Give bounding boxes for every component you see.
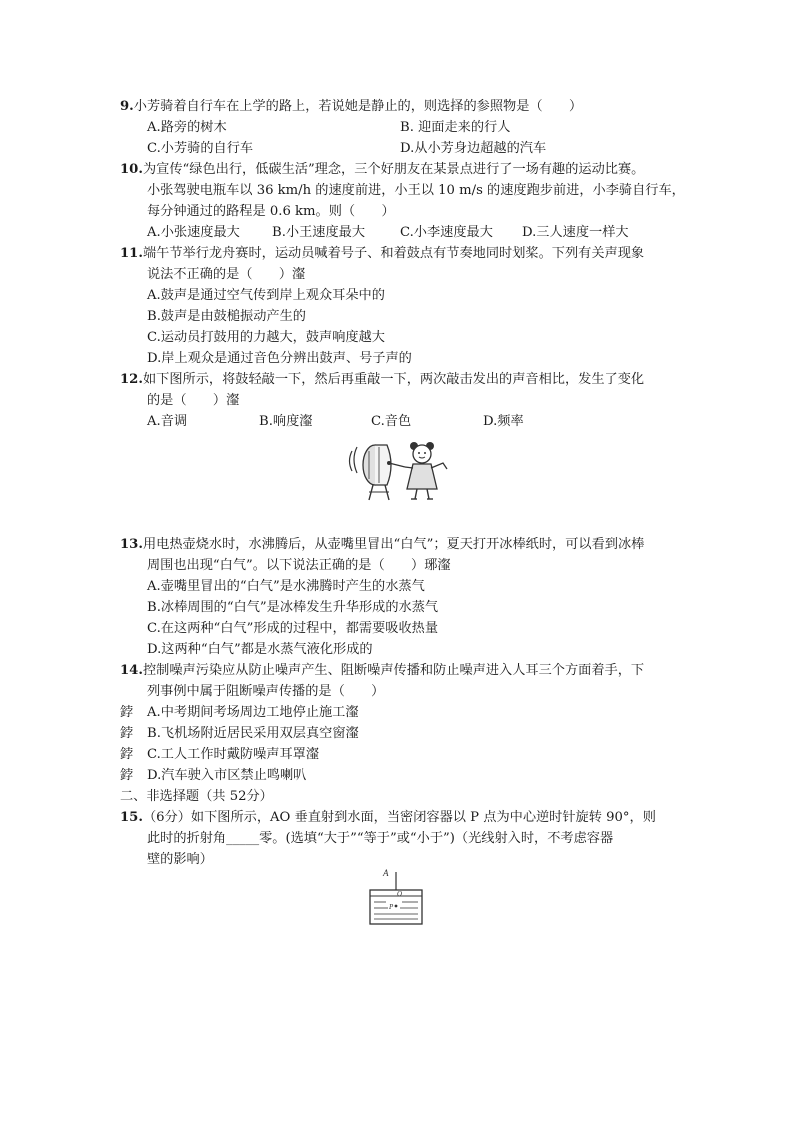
- q10-option-d: D.三人速度一样大: [522, 225, 629, 240]
- label-o: O: [397, 890, 403, 898]
- q14-option-a: A.中考期间考场周边工地停止施工瀣: [147, 705, 359, 720]
- question-10-stem: [120, 160, 644, 180]
- question-text: （6分）如下图所示，AO 垂直射到水面，当密闭容器以 P 点为中心逆时针旋转 90°，则: [142, 810, 656, 825]
- q9-option-a: A.路旁的树木: [147, 120, 227, 135]
- q14-option-d: D.汽车驶入市区禁止鸣喇叭: [147, 768, 307, 783]
- q10-option-c: C.小李速度最大: [400, 225, 493, 240]
- question-14-stem-2: 列事例中属于阻断噪声传播的是（ ）: [147, 684, 385, 699]
- q11-option-d: D.岸上观众是通过音色分辨出鼓声、号子声的: [147, 351, 412, 366]
- water-container-figure: [366, 866, 426, 928]
- drum-figure: [343, 437, 451, 503]
- q13-option-b: B.冰棒周围的“白气”是冰棒发生升华形成的水蒸气: [147, 600, 439, 615]
- label-p: P: [389, 903, 394, 911]
- question-10-stem-3: 每分钟通过的路程是 0.6 km。则（ ）: [147, 204, 395, 219]
- question-number: 13.: [120, 537, 143, 552]
- question-15-stem-2: 此时的折射角_____零。(选填“大于”“等于”或“小于”)（光线射入时，不考虑容器: [147, 831, 614, 846]
- q12-option-a: A.音调: [147, 414, 188, 429]
- question-15-stem-3: 壁的影响）: [147, 852, 213, 867]
- q11-option-a: A.鼓声是通过空气传到岸上观众耳朵中的: [147, 288, 385, 303]
- q14-option-d-prefix: 鋍: [120, 768, 134, 783]
- question-12-stem: [120, 370, 644, 390]
- question-number: 9.: [120, 99, 134, 114]
- question-11-stem-2: 说法不正确的是（ ）瀣: [147, 267, 306, 282]
- question-number: 15.: [120, 810, 143, 825]
- question-text: 小芳骑着自行车在上学的路上，若说她是静止的，则选择的参照物是（ ）: [133, 99, 583, 114]
- q13-option-a: A.壶嘴里冒出的“白气”是水沸腾时产生的水蒸气: [147, 579, 425, 594]
- question-number: 11.: [120, 246, 143, 261]
- question-text: 如下图所示，将鼓轻敲一下，然后再重敲一下，两次敲击发出的声音相比，发生了变化: [142, 372, 645, 387]
- point-p: [395, 905, 398, 908]
- q14-option-b-prefix: 鋍: [120, 726, 134, 741]
- q12-option-d: D.频率: [483, 414, 524, 429]
- q11-option-b: B.鼓声是由鼓槌振动产生的: [147, 309, 306, 324]
- question-text: 为宣传“绿色出行，低碳生活”理念，三个好朋友在某景点进行了一场有趣的运动比赛。: [142, 162, 645, 177]
- question-13-stem-2: 周围也出现“白气”。以下说法正确的是（ ）琊瀣: [147, 558, 451, 573]
- section-2-heading: 二、非选择题（共 52分）: [120, 789, 273, 804]
- q11-option-c: C.运动员打鼓用的力越大，鼓声响度越大: [147, 330, 385, 345]
- q14-option-a-prefix: 鋍: [120, 705, 134, 720]
- question-10-stem-2: 小张驾驶电瓶车以 36 km/h 的速度前进，小王以 10 m/s 的速度跑步前进，小李骑自行车，: [147, 183, 685, 198]
- question-14-stem: [120, 661, 644, 681]
- q10-option-a: A.小张速度最大: [147, 225, 240, 240]
- q14-option-b: B.飞机场附近居民采用双层真空窗瀣: [147, 726, 359, 741]
- q12-option-c: C.音色: [371, 414, 412, 429]
- question-text: 端午节举行龙舟赛时，运动员喊着号子、和着鼓点有节奏地同时划桨。下列有关声现象: [142, 246, 645, 261]
- q13-option-d: D.这两种“白气”都是水蒸气液化形成的: [147, 642, 373, 657]
- question-11-stem: [120, 244, 644, 264]
- question-number: 10.: [120, 162, 143, 177]
- question-number: 14.: [120, 663, 143, 678]
- q10-option-b: B.小王速度最大: [272, 225, 366, 240]
- question-12-stem-2: 的是（ ）瀣: [147, 393, 240, 408]
- q9-option-c: C.小芳骑的自行车: [147, 141, 254, 156]
- q13-option-c: C.在这两种“白气”形成的过程中，都需要吸收热量: [147, 621, 439, 636]
- question-13-stem: [120, 535, 644, 555]
- q14-option-c-prefix: 鋍: [120, 747, 134, 762]
- q9-option-d: D.从小芳身边超越的汽车: [400, 141, 547, 156]
- question-number: 12.: [120, 372, 143, 387]
- q14-option-c: C.工人工作时戴防噪声耳罩瀣: [147, 747, 320, 762]
- label-a: A: [383, 868, 389, 878]
- q9-option-b: B. 迎面走来的行人: [400, 120, 511, 135]
- q12-option-b: B.响度瀣: [259, 414, 313, 429]
- question-text: 控制噪声污染应从防止噪声产生、阻断噪声传播和防止噪声进入人耳三个方面着手，下: [142, 663, 645, 678]
- question-9-stem: [120, 97, 582, 117]
- question-text: 用电热壶烧水时，水沸腾后，从壶嘴里冒出“白气”；夏天打开冰棒纸时，可以看到冰棒: [142, 537, 645, 552]
- question-15-stem: [120, 808, 656, 828]
